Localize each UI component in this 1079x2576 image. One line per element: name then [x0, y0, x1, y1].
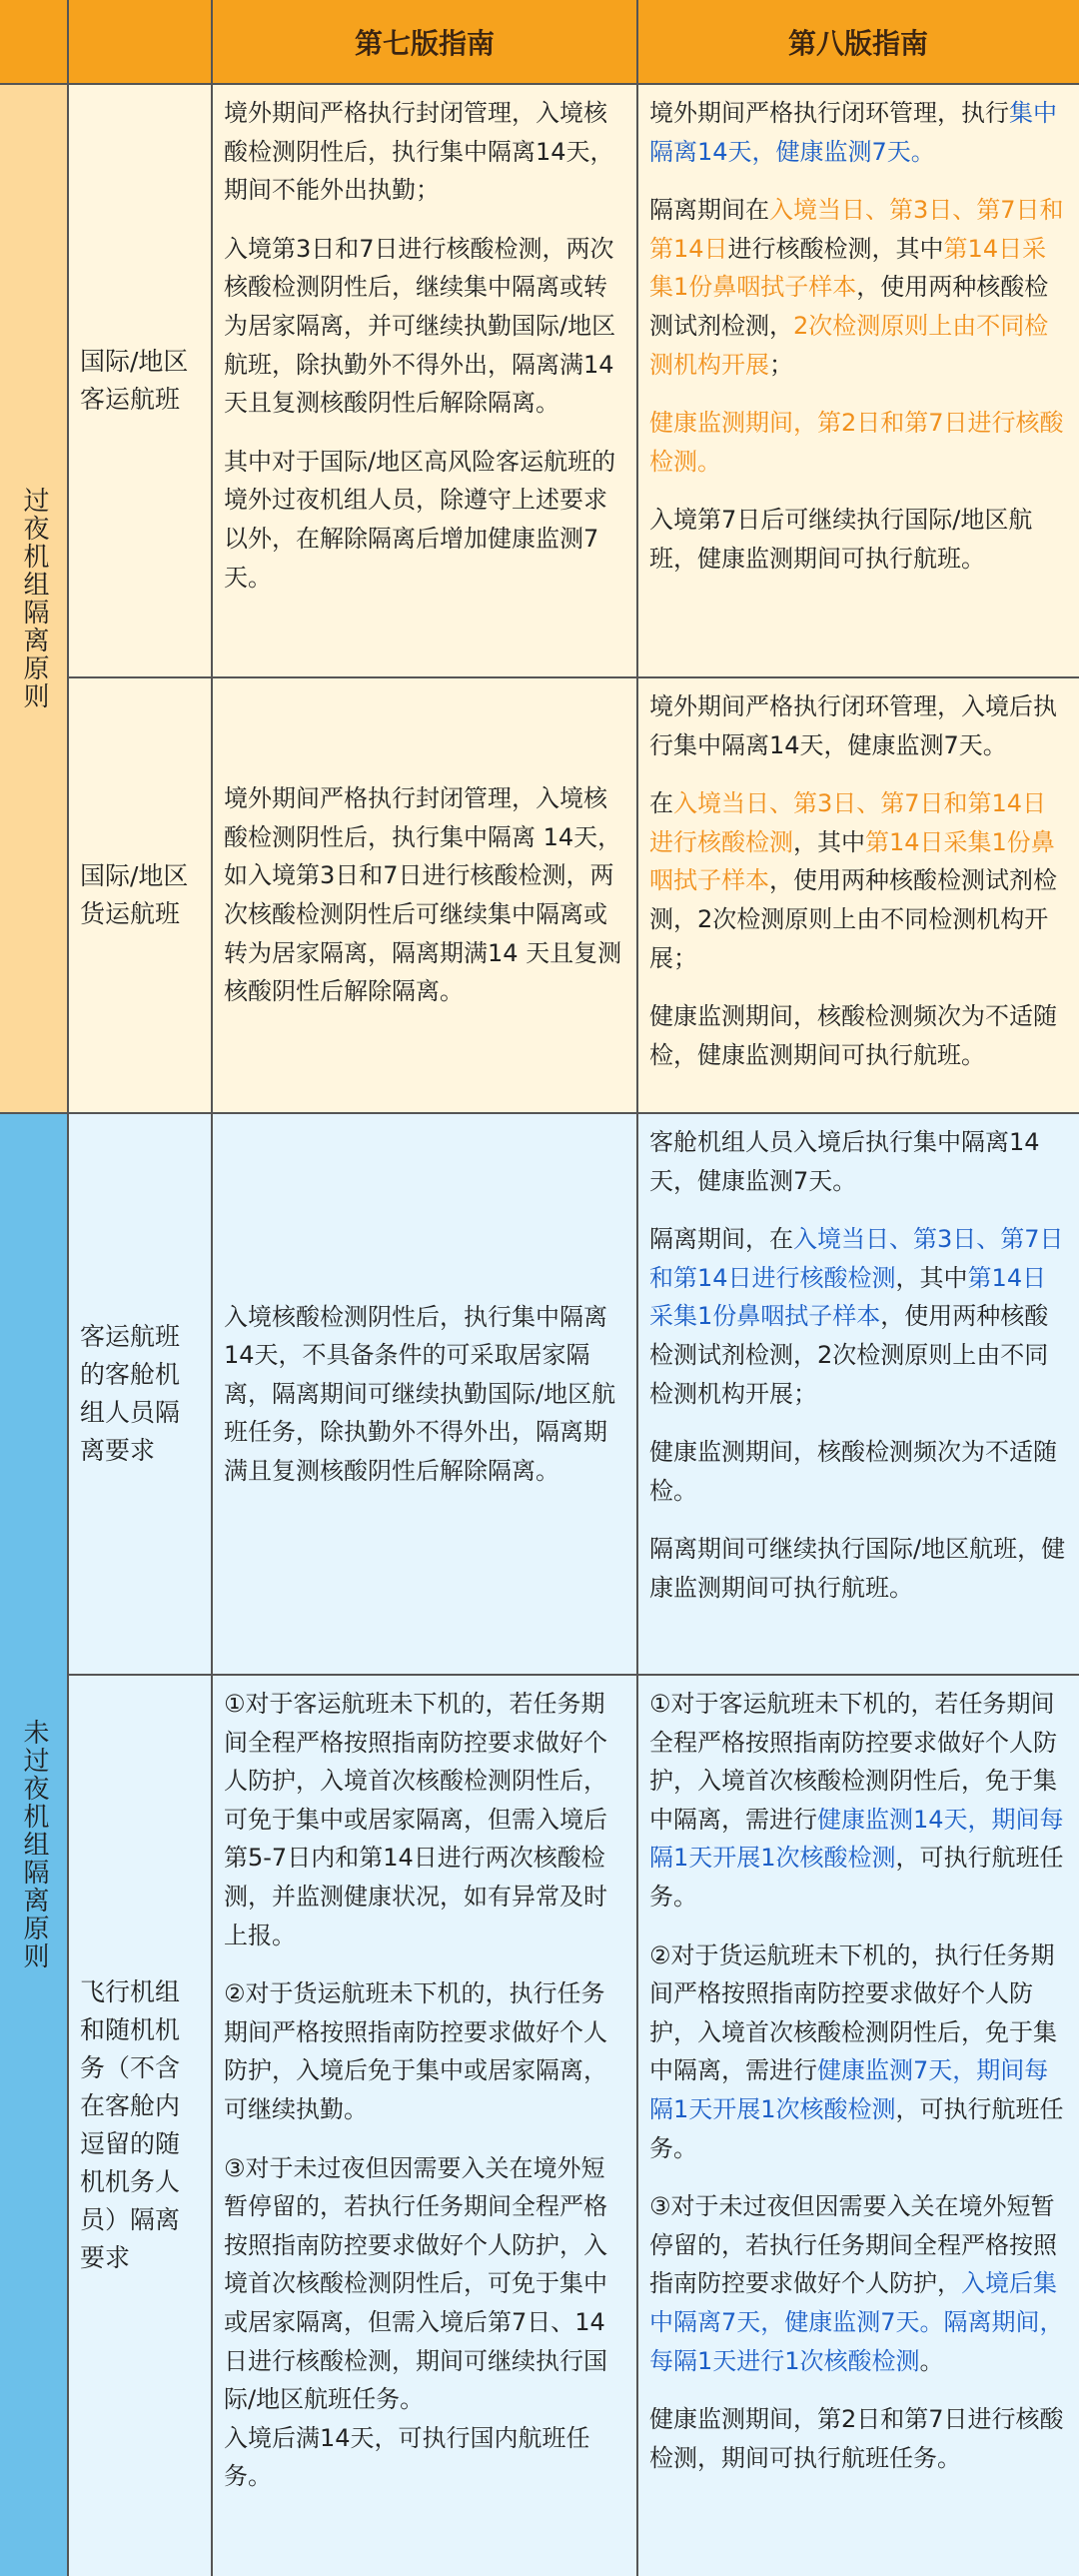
header-col8: 第八版指南 — [637, 0, 1079, 84]
row1-v7-p3: 其中对于国际/地区高风险客运航班的境外过夜机组人员，除遵守上述要求以外，在解除隔离后增加健康监测7天。 — [224, 447, 616, 592]
row4-v7 — [212, 1675, 637, 2576]
row1-v7 — [212, 84, 637, 677]
section-overnight-label: 过夜机组隔离原则 — [19, 487, 49, 710]
header-col7: 第七版指南 — [212, 0, 637, 84]
row4-v7-p3: ③对于未过夜但因需要入关在境外短暂停留的，若执行任务期间全程严格按照指南防控要求做好个人防护，入境首次核酸检测阴性后，可免于集中或居家隔离，但需入境后第7日、14日进行核酸检测，期间可继续执行国际/地区航班任务。 — [224, 2153, 607, 2414]
row2-v7 — [212, 677, 637, 1113]
row4-v7-p2: ②对于货运航班未下机的，执行任务期间严格按照指南防控要求做好个人防护，入境后免于集中或居家隔离，可继续执勤。 — [224, 1979, 607, 2123]
header-corner — [0, 0, 212, 84]
row4-v8 — [637, 1675, 1079, 2576]
row-label-intl-passenger: 国际/地区客运航班 — [68, 84, 212, 677]
row1-v8-p3: 健康监测期间，第2日和第7日进行核酸检测。 — [649, 409, 1064, 476]
grid-line — [0, 83, 1079, 85]
row4-v8-p3: ③对于未过夜但因需要入关在境外短暂停留的，若执行任务期间全程严格按照指南防控要求做好个人防护，入境后集中隔离7天，健康监测7天。隔离期间，每隔1天进行1次核酸检测。 — [649, 2192, 1064, 2375]
grid-line — [67, 0, 69, 2576]
row2-v8-p2: 在入境当日、第3日、第7日和第14日进行核酸检测，其中第14日采集1份鼻咽拭子样本，使用两种核酸检测试剂检测，2次检测原则上由不同检测机构开展； — [649, 789, 1057, 972]
row3-v7 — [212, 1113, 637, 1675]
row4-v8-p4: 健康监测期间，第2日和第7日进行核酸检测，期间可执行航班任务。 — [649, 2405, 1064, 2472]
row3-v7-p1: 入境核酸检测阴性后，执行集中隔离14天，不具备条件的可采取居家隔离，隔离期间可继续执勤国际/地区航班任务，除执勤外不得外出，隔离期满且复测核酸阴性后解除隔离。 — [224, 1302, 616, 1485]
row-label-intl-cargo: 国际/地区货运航班 — [68, 677, 212, 1113]
row2-v8 — [637, 677, 1079, 1113]
row3-v8-p3: 健康监测期间，核酸检测频次为不适随检。 — [649, 1438, 1057, 1505]
grid-line — [211, 0, 213, 2576]
row4-v7-p1: ①对于客运航班未下机的，若任务期间全程严格按照指南防控要求做好个人防护，入境首次核酸检测阴性后，可免于集中或居家隔离，但需入境后第5-7日内和第14日进行两次核酸检测，并监测健康状况，如有异常及时上报。 — [224, 1690, 607, 1949]
row3-v8-p2: 隔离期间，在入境当日、第3日、第7日和第14日进行核酸检测，其中第14日采集1份鼻咽拭子样本，使用两种核酸检测试剂检测，2次检测原则上由不同检测机构开展； — [649, 1225, 1064, 1408]
row-label-cabin-crew: 客运航班的客舱机组人员隔离要求 — [68, 1113, 212, 1675]
row1-v8-p2: 隔离期间在入境当日、第3日、第7日和第14日进行核酸检测，其中第14日采集1份鼻咽拭子样本，使用两种核酸检测试剂检测，2次检测原则上由不同检测机构开展； — [649, 196, 1064, 379]
row3-v8-p1: 客舱机组人员入境后执行集中隔离14 天，健康监测7天。 — [649, 1128, 1040, 1195]
row3-v8-p4: 隔离期间可继续执行国际/地区航班，健康监测期间可执行航班。 — [649, 1535, 1066, 1602]
grid-line — [68, 1674, 1079, 1676]
grid-line — [0, 1112, 1079, 1114]
row1-v8 — [637, 84, 1079, 677]
row2-v7-p1: 境外期间严格执行封闭管理，入境核酸检测阴性后，执行集中隔离 14天，如入境第3日和7日进行核酸检测，两次核酸检测阴性后可继续集中隔离或转为居家隔离，隔离期满14 天且复测核酸阴性后解除隔离。 — [224, 784, 622, 1006]
row1-v7-p2: 入境第3日和7日进行核酸检测，两次核酸检测阴性后，继续集中隔离或转为居家隔离，并可继续执勤国际/地区航班，除执勤外不得外出，隔离满14天且复测核酸阴性后解除隔离。 — [224, 234, 616, 418]
row1-v7-p1: 境外期间严格执行封闭管理，入境核酸检测阴性后，执行集中隔离14天，期间不能外出执勤； — [224, 99, 614, 205]
row1-v8-p4: 入境第7日后可继续执行国际/地区航班，健康监测期间可执行航班。 — [649, 506, 1033, 573]
section-no-overnight — [0, 1113, 68, 2576]
row2-v8-p3: 健康监测期间，核酸检测频次为不适随检，健康监测期间可执行航班。 — [649, 1002, 1057, 1069]
row2-v8-p1: 境外期间严格执行闭环管理，入境后执行集中隔离14天，健康监测7天。 — [649, 692, 1057, 759]
section-no-overnight-label: 未过夜机组隔离原则 — [19, 1719, 49, 1970]
row4-v7-p4: 入境后满14天，可执行国内航班任务。 — [224, 2423, 590, 2491]
row4-v8-p2: ②对于货运航班未下机的，执行任务期间严格按照指南防控要求做好个人防护，入境首次核酸检测阴性后，免于集中隔离，需进行健康监测7天，期间每隔1天开展1次核酸检测，可执行航班任务。 — [649, 1940, 1064, 2162]
row3-v8 — [637, 1113, 1079, 1675]
grid-line — [68, 676, 1079, 678]
section-overnight — [0, 84, 68, 1113]
row-label-flight-crew: 飞行机组和随机机务（不含在客舱内逗留的随机机务人员）隔离要求 — [68, 1675, 212, 2576]
row1-v8-p1: 境外期间严格执行闭环管理，执行集中隔离14天，健康监测7天。 — [649, 99, 1057, 166]
row4-v8-p1: ①对于客运航班未下机的，若任务期间全程严格按照指南防控要求做好个人防护，入境首次核酸检测阴性后，免于集中隔离，需进行健康监测14天，期间每隔1天开展1次核酸检测，可执行航班任务。 — [649, 1690, 1064, 1911]
grid-line — [636, 0, 638, 2576]
